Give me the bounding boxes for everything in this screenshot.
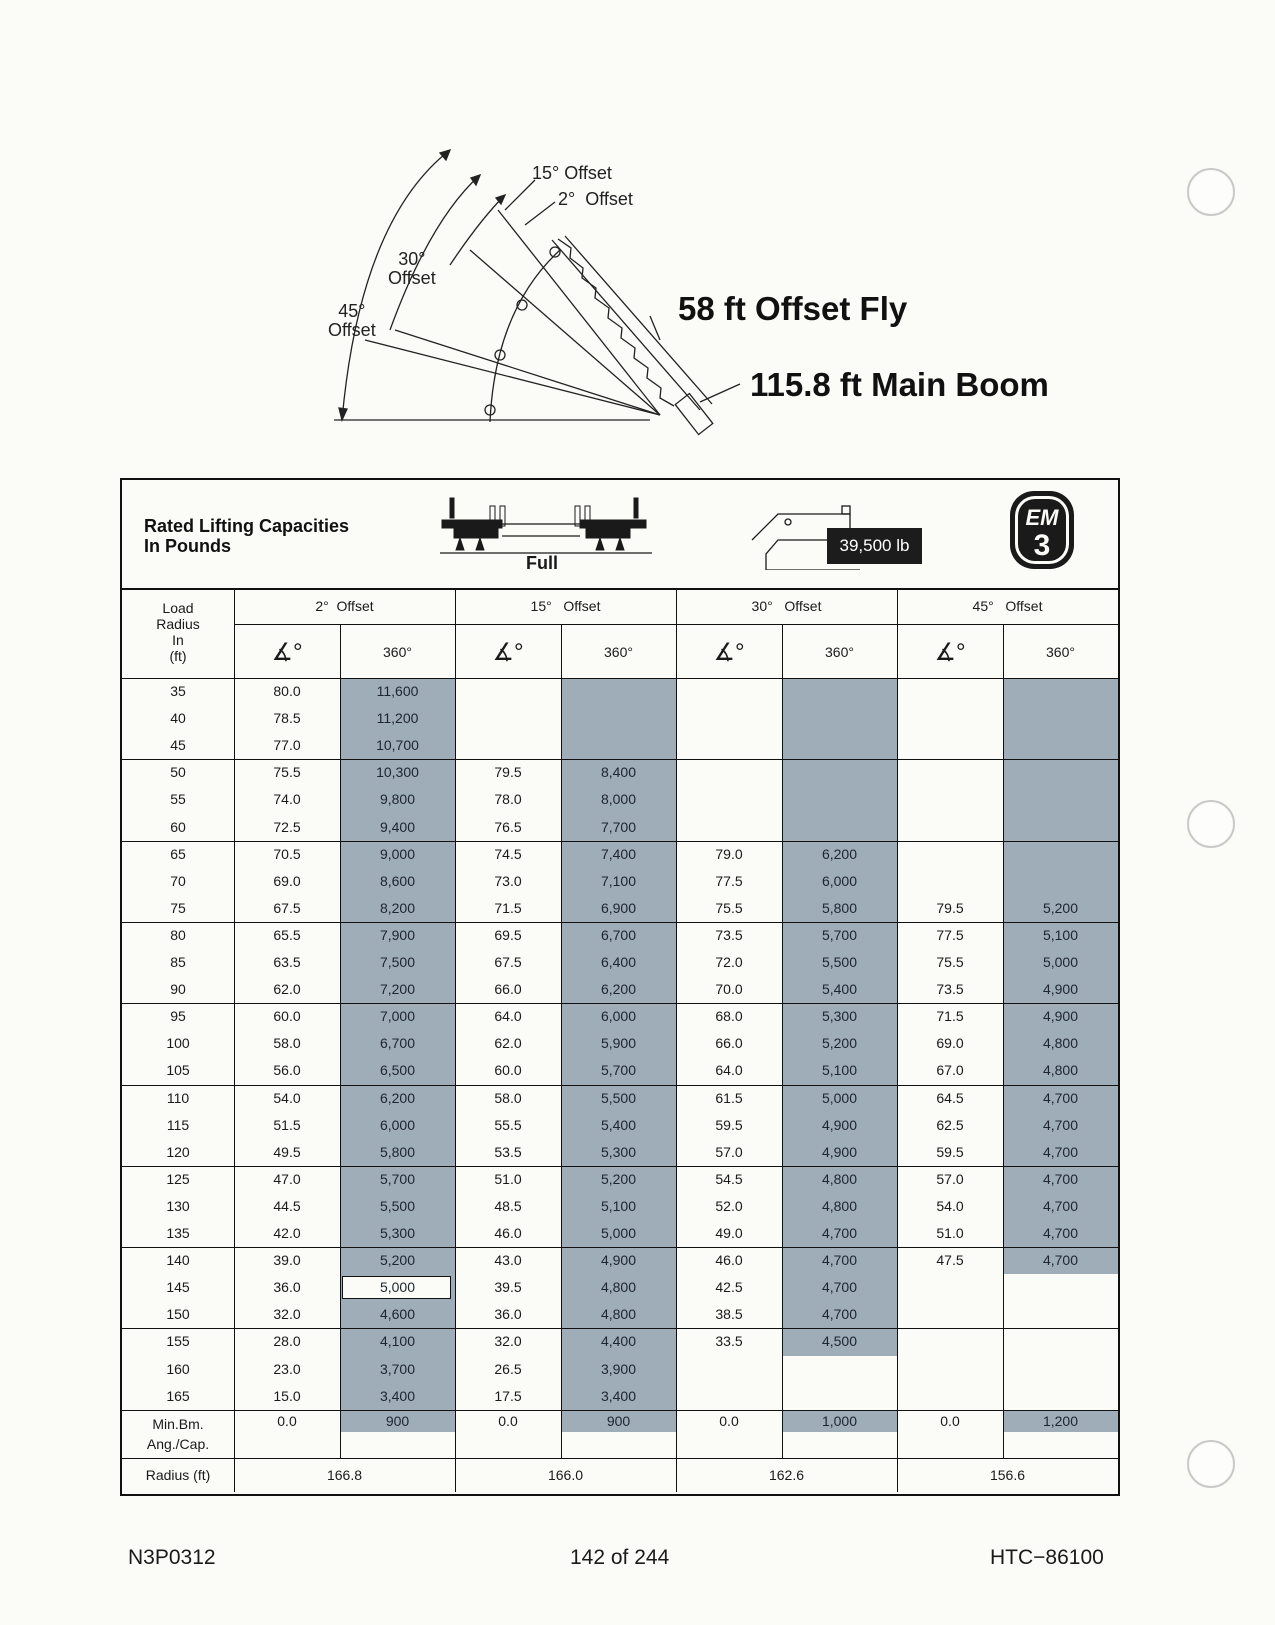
capacity-value: 8,600 bbox=[379, 872, 416, 889]
boom-angle-value: 57.0 bbox=[936, 1170, 964, 1187]
capacity-value: 5,100 bbox=[600, 1197, 637, 1214]
radius-value: 110 bbox=[166, 1089, 190, 1106]
boom-angle-value: 67.5 bbox=[494, 954, 522, 970]
capacity-value: 4,500 bbox=[821, 1333, 858, 1350]
capacity-value: 5,300 bbox=[821, 1008, 858, 1025]
min-capacity: 900 bbox=[606, 1412, 631, 1429]
boom-angle-value: 46.0 bbox=[715, 1252, 743, 1269]
capacity-value: 7,700 bbox=[600, 818, 637, 835]
capacity-value: 4,800 bbox=[1042, 1035, 1079, 1052]
svg-text:EM: EM bbox=[1025, 505, 1059, 530]
boom-angle-value: 39.0 bbox=[273, 1252, 301, 1269]
footer-page-number: 142 of 244 bbox=[570, 1546, 670, 1569]
capacity-value: 9,000 bbox=[379, 845, 416, 862]
boom-angle-value: 70.5 bbox=[273, 845, 301, 862]
offset-header: 2° Offset bbox=[315, 598, 374, 614]
radius-value: 105 bbox=[166, 1062, 190, 1079]
boom-angle-value: 71.5 bbox=[936, 1008, 964, 1025]
capacity-value: 5,500 bbox=[600, 1089, 637, 1106]
boom-angle-value: 59.5 bbox=[715, 1116, 743, 1133]
capacity-value: 5,100 bbox=[1042, 926, 1079, 943]
boom-angle-value: 43.0 bbox=[494, 1252, 522, 1269]
outriggers-full-icon bbox=[440, 496, 652, 556]
boom-angle-value: 62.0 bbox=[273, 981, 301, 998]
boom-angle-value: 54.5 bbox=[715, 1170, 743, 1187]
capacity-value: 3,700 bbox=[379, 1360, 416, 1377]
boom-angle-value: 75.5 bbox=[936, 954, 964, 970]
punch-hole-bottom bbox=[1187, 1440, 1235, 1488]
boom-angle-value: 28.0 bbox=[273, 1333, 301, 1350]
boom-angle-value: 51.5 bbox=[273, 1116, 301, 1133]
capacity-value: 4,900 bbox=[821, 1143, 858, 1160]
boom-angle-value: 51.0 bbox=[494, 1170, 522, 1187]
capacity-value: 7,400 bbox=[600, 845, 637, 862]
radius-value: 150 bbox=[166, 1306, 190, 1323]
capacity-value: 4,700 bbox=[1042, 1197, 1079, 1214]
radius-value: 75 bbox=[170, 899, 186, 916]
offset-15-label: 15° Offset bbox=[532, 163, 612, 183]
radius-value: 115 bbox=[166, 1116, 190, 1133]
boom-angle-value: 72.5 bbox=[273, 818, 301, 835]
capacity-value: 6,200 bbox=[821, 845, 858, 862]
boom-angle-value: 54.0 bbox=[273, 1089, 301, 1106]
min-capacity: 1,000 bbox=[821, 1412, 858, 1429]
boom-angle-value: 49.5 bbox=[273, 1143, 301, 1160]
capacity-value: 4,700 bbox=[821, 1306, 858, 1323]
boom-angle-value: 77.5 bbox=[715, 872, 743, 889]
boom-angle-value: 67.0 bbox=[936, 1062, 964, 1079]
grid-line bbox=[122, 1458, 1118, 1459]
boom-angle-value: 76.5 bbox=[494, 818, 522, 835]
radius-value: 100 bbox=[166, 1035, 190, 1052]
boom-angle-value: 59.5 bbox=[936, 1143, 964, 1160]
capacity-value: 4,700 bbox=[821, 1252, 858, 1269]
boom-angle-value: 55.5 bbox=[494, 1116, 522, 1133]
capacity-value: 5,800 bbox=[379, 1143, 416, 1160]
capacity-value: 10,700 bbox=[376, 737, 419, 754]
capacity-value: 3,400 bbox=[600, 1387, 637, 1404]
max-radius-label: Radius (ft) bbox=[145, 1466, 211, 1483]
capacity-value: 5,000 bbox=[600, 1225, 637, 1241]
min-boom-angle: 0.0 bbox=[277, 1412, 297, 1429]
capacity-value: 6,500 bbox=[379, 1062, 416, 1079]
chart-title: Rated Lifting Capacities In Pounds bbox=[144, 516, 350, 556]
capacity-value: 8,200 bbox=[379, 899, 416, 916]
rotation-header: 360° bbox=[383, 644, 412, 660]
capacity-value: 5,200 bbox=[379, 1252, 416, 1269]
capacity-value: 4,100 bbox=[379, 1333, 416, 1350]
capacity-value: 5,500 bbox=[821, 954, 858, 970]
max-radius-value: 166.0 bbox=[547, 1466, 584, 1483]
boom-angle-header: ∡° bbox=[492, 639, 524, 666]
capacity-value: 5,300 bbox=[379, 1225, 416, 1241]
capacity-value: 4,900 bbox=[1042, 981, 1079, 998]
capacity-value: 5,900 bbox=[600, 1035, 637, 1052]
boom-angle-value: 32.0 bbox=[494, 1333, 522, 1350]
boom-angle-value: 23.0 bbox=[273, 1360, 301, 1377]
max-radius-value: 166.8 bbox=[326, 1466, 363, 1483]
min-boom-angle: 0.0 bbox=[498, 1412, 518, 1429]
capacity-value: 4,700 bbox=[1042, 1170, 1079, 1187]
boom-angle-value: 17.5 bbox=[494, 1387, 522, 1404]
capacity-value: 4,800 bbox=[821, 1170, 858, 1187]
boom-angle-value: 56.0 bbox=[273, 1062, 301, 1079]
capacity-value: 5,200 bbox=[1042, 899, 1079, 916]
boom-angle-value: 62.0 bbox=[494, 1035, 522, 1052]
boom-angle-value: 67.5 bbox=[273, 899, 301, 916]
capacity-value: 9,400 bbox=[379, 818, 416, 835]
boom-angle-value: 46.0 bbox=[494, 1225, 522, 1241]
offset-45-label: 45° Offset bbox=[328, 301, 376, 340]
offset-header: 15° Offset bbox=[530, 598, 601, 614]
boom-angle-value: 48.5 bbox=[494, 1197, 522, 1214]
boom-angle-value: 73.5 bbox=[715, 926, 743, 943]
capacity-value: 4,700 bbox=[821, 1225, 858, 1241]
capacity-value: 6,700 bbox=[600, 926, 637, 943]
capacity-value: 7,000 bbox=[379, 1008, 416, 1025]
boom-angle-value: 15.0 bbox=[273, 1387, 301, 1404]
svg-text:3: 3 bbox=[1033, 529, 1051, 562]
boom-angle-value: 73.0 bbox=[494, 872, 522, 889]
boom-angle-value: 74.5 bbox=[494, 845, 522, 862]
capacity-value: 4,700 bbox=[1042, 1252, 1079, 1269]
boom-angle-value: 54.0 bbox=[936, 1197, 964, 1214]
boom-angle-value: 42.0 bbox=[273, 1225, 301, 1241]
radius-value: 60 bbox=[170, 818, 186, 835]
radius-value: 35 bbox=[170, 683, 186, 699]
capacity-value: 6,900 bbox=[600, 899, 637, 916]
capacity-value: 9,800 bbox=[379, 791, 416, 808]
footer-chart-id: N3P0312 bbox=[128, 1546, 216, 1569]
boom-angle-value: 71.5 bbox=[494, 899, 522, 916]
min-capacity: 900 bbox=[385, 1412, 410, 1429]
capacity-value: 5,700 bbox=[379, 1170, 416, 1187]
boom-angle-value: 77.5 bbox=[936, 926, 964, 943]
radius-value: 140 bbox=[166, 1252, 190, 1269]
max-radius-value: 162.6 bbox=[768, 1466, 805, 1483]
min-boom-angle: 0.0 bbox=[940, 1412, 960, 1429]
max-radius-value: 156.6 bbox=[989, 1466, 1026, 1483]
boom-angle-value: 36.0 bbox=[494, 1306, 522, 1323]
capacity-value: 11,600 bbox=[376, 683, 419, 699]
radius-value: 85 bbox=[170, 954, 186, 970]
capacity-value: 8,400 bbox=[600, 764, 637, 781]
capacity-value: 4,700 bbox=[1042, 1116, 1079, 1133]
rotation-header: 360° bbox=[825, 644, 854, 660]
boom-angle-value: 39.5 bbox=[494, 1279, 522, 1296]
punch-hole-middle bbox=[1187, 800, 1235, 848]
radius-value: 125 bbox=[166, 1170, 190, 1187]
boom-angle-value: 42.5 bbox=[715, 1279, 743, 1296]
min-capacity: 1,200 bbox=[1042, 1412, 1079, 1429]
capacity-value: 4,900 bbox=[1042, 1008, 1079, 1025]
boom-angle-header: ∡° bbox=[934, 639, 966, 666]
boom-angle-value: 61.5 bbox=[715, 1089, 743, 1106]
counterweight-badge: 39,500 lb bbox=[827, 528, 922, 564]
boom-angle-value: 49.0 bbox=[715, 1225, 743, 1241]
boom-angle-value: 78.0 bbox=[494, 791, 522, 808]
capacity-value: 7,500 bbox=[379, 954, 416, 970]
capacity-value: 7,200 bbox=[379, 981, 416, 998]
capacity-value: 3,400 bbox=[379, 1387, 416, 1404]
boom-angle-value: 70.0 bbox=[715, 981, 743, 998]
capacity-value: 6,000 bbox=[379, 1116, 416, 1133]
radius-value: 70 bbox=[170, 872, 186, 889]
boom-angle-value: 69.0 bbox=[936, 1035, 964, 1052]
capacity-value: 4,700 bbox=[821, 1279, 858, 1296]
boom-angle-value: 26.5 bbox=[494, 1360, 522, 1377]
offset-header: 30° Offset bbox=[751, 598, 822, 614]
capacity-value: 5,300 bbox=[600, 1143, 637, 1160]
radius-value: 135 bbox=[166, 1225, 190, 1241]
boom-angle-value: 58.0 bbox=[494, 1089, 522, 1106]
capacity-value: 5,000 bbox=[1042, 954, 1079, 970]
boom-angle-value: 36.0 bbox=[273, 1279, 301, 1296]
boom-angle-value: 74.0 bbox=[273, 791, 301, 808]
capacity-value: 4,600 bbox=[379, 1306, 416, 1323]
capacity-value: 6,200 bbox=[600, 981, 637, 998]
capacity-value: 10,300 bbox=[376, 764, 419, 781]
boom-diagram bbox=[320, 140, 1120, 460]
boom-angle-value: 32.0 bbox=[273, 1306, 301, 1323]
load-radius-header: Load Radius In (ft) bbox=[156, 600, 200, 664]
radius-value: 95 bbox=[170, 1008, 186, 1025]
capacity-value: 8,000 bbox=[600, 791, 637, 808]
boom-angle-value: 58.0 bbox=[273, 1035, 301, 1052]
boom-angle-value: 75.5 bbox=[273, 764, 301, 781]
boom-angle-value: 60.0 bbox=[273, 1008, 301, 1025]
boom-angle-value: 73.5 bbox=[936, 981, 964, 998]
footer-document-id: HTC−86100 bbox=[990, 1546, 1104, 1569]
chart-header bbox=[122, 480, 1118, 590]
capacity-value: 4,900 bbox=[821, 1116, 858, 1133]
boom-title: 115.8 ft Main Boom bbox=[750, 366, 1049, 403]
boom-angle-value: 60.0 bbox=[494, 1062, 522, 1079]
boom-angle-value: 53.5 bbox=[494, 1143, 522, 1160]
capacity-value: 4,400 bbox=[600, 1333, 637, 1350]
capacity-value: 4,700 bbox=[1042, 1225, 1079, 1241]
boom-angle-value: 47.5 bbox=[936, 1252, 964, 1269]
radius-value: 90 bbox=[170, 981, 186, 998]
min-boom-angle-label: Min.Bm. Ang./Cap. bbox=[146, 1415, 210, 1452]
capacity-value: 4,700 bbox=[1042, 1089, 1079, 1106]
boom-angle-value: 64.0 bbox=[715, 1062, 743, 1079]
capacity-value: 6,000 bbox=[600, 1008, 637, 1025]
boom-angle-value: 65.5 bbox=[273, 926, 301, 943]
boom-angle-value: 63.5 bbox=[273, 954, 301, 970]
boom-angle-header: ∡° bbox=[271, 639, 303, 666]
capacity-value: 3,900 bbox=[600, 1360, 637, 1377]
boom-angle-value: 52.0 bbox=[715, 1197, 743, 1214]
capacity-value: 4,700 bbox=[1042, 1143, 1079, 1160]
boom-angle-value: 47.0 bbox=[273, 1170, 301, 1187]
capacity-value: 5,700 bbox=[821, 926, 858, 943]
capacity-value: 11,200 bbox=[376, 710, 419, 727]
capacity-value: 5,200 bbox=[600, 1170, 637, 1187]
rotation-header: 360° bbox=[1046, 644, 1075, 660]
boom-angle-value: 72.0 bbox=[715, 954, 743, 970]
offset-2-label: 2° Offset bbox=[558, 189, 633, 209]
offset-30-label: 30° Offset bbox=[388, 249, 436, 288]
boom-angle-value: 77.0 bbox=[273, 737, 301, 754]
radius-value: 45 bbox=[170, 737, 186, 754]
outrigger-setting: Full bbox=[526, 553, 558, 573]
capacity-value: 5,800 bbox=[821, 899, 858, 916]
load-chart bbox=[120, 478, 1120, 1496]
punch-hole-top bbox=[1187, 168, 1235, 216]
boom-angle-value: 62.5 bbox=[936, 1116, 964, 1133]
capacity-value: 5,400 bbox=[821, 981, 858, 998]
capacity-value: 7,900 bbox=[379, 926, 416, 943]
boom-angle-value: 64.5 bbox=[936, 1089, 964, 1106]
capacity-value: 5,000 bbox=[821, 1089, 858, 1106]
radius-value: 130 bbox=[166, 1197, 190, 1214]
boom-angle-header: ∡° bbox=[713, 639, 745, 666]
capacity-value: 6,000 bbox=[821, 872, 858, 889]
em3-logo bbox=[1007, 488, 1077, 572]
capacity-value: 5,200 bbox=[821, 1035, 858, 1052]
boom-angle-value: 66.0 bbox=[494, 981, 522, 998]
boom-angle-value: 75.5 bbox=[715, 899, 743, 916]
capacity-value: 4,900 bbox=[600, 1252, 637, 1269]
capacity-value: 4,800 bbox=[1042, 1062, 1079, 1079]
offset-header: 45° Offset bbox=[972, 598, 1043, 614]
capacity-value: 4,800 bbox=[821, 1197, 858, 1214]
min-boom-angle: 0.0 bbox=[719, 1412, 739, 1429]
radius-value: 145 bbox=[166, 1279, 190, 1296]
boom-angle-value: 64.0 bbox=[494, 1008, 522, 1025]
radius-value: 50 bbox=[170, 764, 186, 781]
boom-angle-value: 51.0 bbox=[936, 1225, 964, 1241]
capacity-value: 5,700 bbox=[600, 1062, 637, 1079]
capacity-value: 6,400 bbox=[600, 954, 637, 970]
boom-angle-value: 79.5 bbox=[936, 899, 964, 916]
radius-value: 155 bbox=[166, 1333, 190, 1350]
capacity-value: 4,800 bbox=[600, 1306, 637, 1323]
boom-angle-value: 44.5 bbox=[273, 1197, 301, 1214]
radius-value: 120 bbox=[166, 1143, 190, 1160]
boom-angle-value: 80.0 bbox=[273, 683, 301, 699]
boom-angle-value: 33.5 bbox=[715, 1333, 743, 1350]
capacity-value: 5,500 bbox=[379, 1197, 416, 1214]
radius-value: 65 bbox=[170, 845, 186, 862]
boom-angle-value: 68.0 bbox=[715, 1008, 743, 1025]
capacity-value: 5,100 bbox=[821, 1062, 858, 1079]
radius-value: 160 bbox=[166, 1360, 190, 1377]
boom-angle-value: 69.5 bbox=[494, 926, 522, 943]
capacity-value: 6,700 bbox=[379, 1035, 416, 1052]
rotation-header: 360° bbox=[604, 644, 633, 660]
radius-value: 165 bbox=[166, 1387, 190, 1404]
fly-title: 58 ft Offset Fly bbox=[678, 290, 908, 327]
capacity-value: 5,400 bbox=[600, 1116, 637, 1133]
boom-angle-value: 78.5 bbox=[273, 710, 301, 727]
capacity-value: 7,100 bbox=[600, 872, 637, 889]
radius-value: 55 bbox=[170, 791, 186, 808]
capacity-value: 5,000 bbox=[379, 1279, 416, 1296]
boom-angle-value: 57.0 bbox=[715, 1143, 743, 1160]
capacity-value: 4,800 bbox=[600, 1279, 637, 1296]
boom-angle-value: 38.5 bbox=[715, 1306, 743, 1323]
boom-angle-value: 69.0 bbox=[273, 872, 301, 889]
capacity-grid bbox=[122, 590, 1118, 1494]
radius-value: 80 bbox=[170, 926, 186, 943]
radius-value: 40 bbox=[170, 710, 186, 727]
capacity-value: 6,200 bbox=[379, 1089, 416, 1106]
boom-angle-value: 79.0 bbox=[715, 845, 743, 862]
boom-angle-value: 66.0 bbox=[715, 1035, 743, 1052]
boom-angle-value: 79.5 bbox=[494, 764, 522, 781]
